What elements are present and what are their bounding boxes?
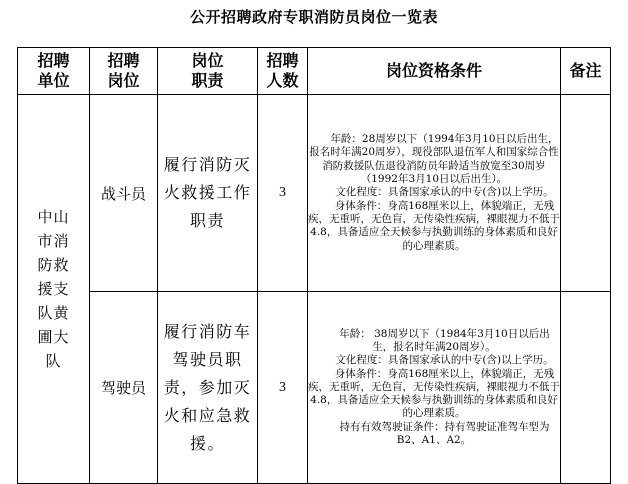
table-row — [18, 95, 611, 292]
table-header-row — [18, 48, 611, 95]
remark-cell — [561, 292, 611, 484]
qualification-cell — [308, 95, 561, 292]
header-unit — [18, 48, 90, 95]
post-name: 驾驶员 — [90, 292, 158, 484]
table-row — [18, 292, 611, 484]
post-duty: 履行消防车驾驶员职责，参加灭火和应急救援。 — [158, 292, 258, 484]
header-remark: 备注 — [561, 48, 611, 95]
header-count — [258, 48, 308, 95]
recruiting-unit: 中山市消防救援支队黄圃大队 — [37, 208, 70, 370]
header-duty-line-2: 职责 — [191, 71, 224, 90]
post-name: 战斗员 — [90, 95, 158, 292]
page-title: 公开招聘政府专职消防员岗位一览表 — [189, 8, 438, 26]
post-duty: 履行消防灭火救援工作职责 — [158, 95, 258, 292]
qualification-education: 文化程度：具备国家承认的中专(含)以上学历。 — [335, 354, 554, 367]
positions-table — [17, 47, 611, 484]
header-unit-line-2: 单位 — [37, 71, 70, 90]
header-count-line-1: 招聘 — [266, 51, 299, 70]
header-qualification: 岗位资格条件 — [308, 48, 561, 95]
hire-count: 3 — [258, 292, 308, 484]
header-post-line-2: 岗位 — [107, 71, 140, 90]
qualification-physical: 身体条件：身高168厘米以上，体貌端正，无残疾，无重听，无色盲，无传染性疾病，裸眼视力不低于4.8，具备适应全天候参与执勤训练的身体素质和良好的心理素质。 — [308, 199, 560, 252]
header-duty-line-1: 岗位 — [191, 51, 224, 70]
header-post-line-1: 招聘 — [107, 51, 140, 70]
hire-count: 3 — [258, 95, 308, 292]
qualification-age: 年龄： 38周岁以下（1984年3月10日以后出生，报名时年满20周岁）。 — [339, 327, 550, 353]
header-post — [90, 48, 158, 95]
qualification-physical: 身体条件：身高168厘米以上，体貌端正，无残疾，无重听，无色盲，无传染性疾病，裸眼视力不低于4.8，具备适应全天候参与执勤训练的身体素质和良好的心理素质。 — [308, 367, 560, 420]
qualification-education: 文化程度：具备国家承认的中专(含)以上学历。 — [335, 186, 554, 199]
header-count-line-2: 人数 — [266, 71, 299, 90]
remark-cell — [561, 95, 611, 292]
qualification-age: 年龄：28周岁以下（1994年3月10日以后出生，报名时年满20周岁），现役部队退伍军人和国家综合性消防救援队伍退役消防员年龄适当放宽至30周岁（1992年3月10日以后出生）。 — [309, 133, 559, 186]
qualification-cell — [308, 292, 561, 484]
recruiting-unit-cell — [18, 95, 90, 484]
header-duty — [158, 48, 258, 95]
header-unit-line-1: 招聘 — [37, 51, 70, 70]
qualification-license: 持有有效驾驶证条件：持有驾驶证准驾车型为B2、A1、A2。 — [339, 420, 550, 447]
